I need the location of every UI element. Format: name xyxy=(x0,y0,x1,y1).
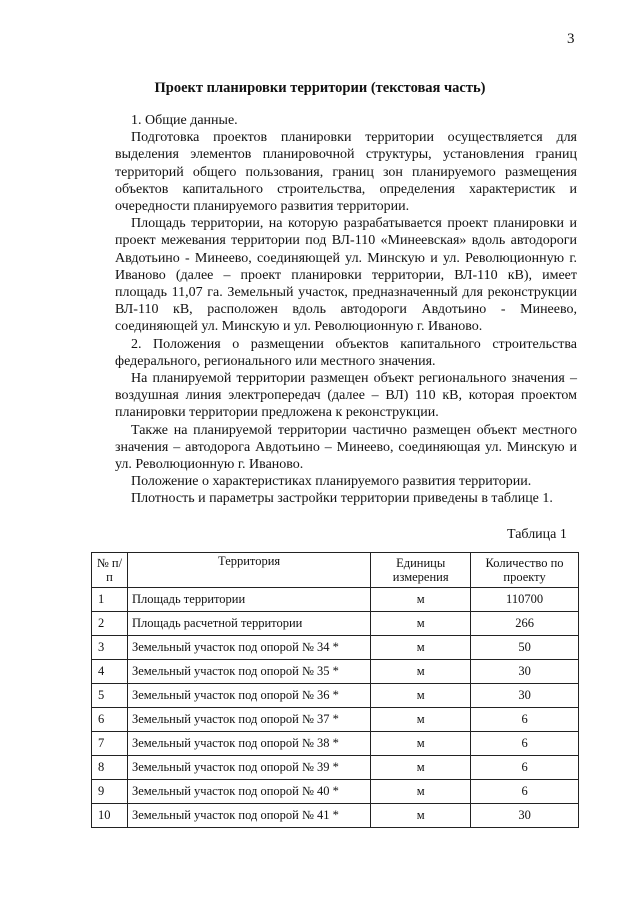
paragraph: Подготовка проектов планировки территории осуществляется для выделения элементов планировочной структуры, установления границ территорий общего пользования, границ зон планируемого размещения объектов капитального строительства, определения характеристик и очередности планируемого развития территории. xyxy=(115,130,577,215)
row-number: 6 xyxy=(92,708,128,732)
row-units: м xyxy=(371,588,471,612)
table-row xyxy=(92,708,579,732)
table-header-row xyxy=(92,553,579,588)
table-caption: Таблица 1 xyxy=(507,527,567,542)
row-units: м xyxy=(371,756,471,780)
row-quantity: 30 xyxy=(471,684,579,708)
header-number: № п/п xyxy=(92,553,128,588)
row-units: м xyxy=(371,708,471,732)
document-title: Проект планировки территории (текстовая часть) xyxy=(154,80,486,96)
row-quantity: 6 xyxy=(471,708,579,732)
table-row xyxy=(92,684,579,708)
body-text xyxy=(115,112,577,508)
row-territory: Земельный участок под опорой № 34 * xyxy=(127,636,370,660)
table-row xyxy=(92,732,579,756)
parameters-table xyxy=(91,552,579,828)
row-number: 1 xyxy=(92,588,128,612)
section-heading-characteristics: Положение о характеристиках планируемого развития территории. xyxy=(131,474,532,490)
section-heading-general: 1. Общие данные. xyxy=(131,113,238,128)
row-quantity: 30 xyxy=(471,804,579,828)
row-units: м xyxy=(371,780,471,804)
row-territory: Земельный участок под опорой № 38 * xyxy=(127,732,370,756)
row-territory: Площадь территории xyxy=(127,588,370,612)
table-body xyxy=(92,588,579,828)
row-territory: Земельный участок под опорой № 36 * xyxy=(127,684,370,708)
table-row xyxy=(92,756,579,780)
row-territory: Земельный участок под опорой № 41 * xyxy=(127,804,370,828)
paragraph: Площадь территории, на которую разрабатывается проект планировки и проект межевания территории под ВЛ-110 «Минеевская» вдоль автодороги Авдотьино - Минеево, соединяющей ул. Минскую и ул. Революционную г. Иваново (далее – проект планировки территории, ВЛ-110 кВ), имеет площадь 11,07 га. Земельный участок, предназначенный для реконструкции ВЛ-110 кВ, расположен вдоль автодороги Авдотьино - Минеево, соединяющей ул. Минскую и ул. Революционную г. Иваново. xyxy=(115,216,577,335)
row-units: м xyxy=(371,636,471,660)
section-heading-placement: 2. Положения о размещении объектов капитального строительства федерального, регионального или местного значения. xyxy=(115,336,577,369)
table-row xyxy=(92,780,579,804)
row-quantity: 30 xyxy=(471,660,579,684)
row-units: м xyxy=(371,732,471,756)
row-quantity: 110700 xyxy=(471,588,579,612)
row-number: 4 xyxy=(92,660,128,684)
row-number: 8 xyxy=(92,756,128,780)
paragraph: Также на планируемой территории частично размещен объект местного значения – автодорога Авдотьино – Минеево, соединяющая ул. Минскую и ул. Революционную г. Иваново. xyxy=(115,422,577,473)
row-territory: Земельный участок под опорой № 39 * xyxy=(127,756,370,780)
table-row xyxy=(92,612,579,636)
row-quantity: 266 xyxy=(471,612,579,636)
row-number: 2 xyxy=(92,612,128,636)
row-number: 3 xyxy=(92,636,128,660)
header-territory: Территория xyxy=(127,553,370,588)
row-quantity: 6 xyxy=(471,780,579,804)
row-number: 5 xyxy=(92,684,128,708)
row-units: м xyxy=(371,660,471,684)
table-row xyxy=(92,636,579,660)
header-quantity: Количество по проекту xyxy=(471,553,579,588)
paragraph: Плотность и параметры застройки территории приведены в таблице 1. xyxy=(131,491,553,507)
row-territory: Площадь расчетной территории xyxy=(127,612,370,636)
table-row xyxy=(92,588,579,612)
row-territory: Земельный участок под опорой № 37 * xyxy=(127,708,370,732)
paragraph: На планируемой территории размещен объект регионального значения – воздушная линия электропередач (далее – ВЛ) 110 кВ, которая проектом планировки территории предложена к реконструкции. xyxy=(115,371,577,421)
row-units: м xyxy=(371,684,471,708)
row-quantity: 6 xyxy=(471,732,579,756)
row-units: м xyxy=(371,612,471,636)
page-number: 3 xyxy=(567,31,575,47)
row-quantity: 6 xyxy=(471,756,579,780)
row-number: 7 xyxy=(92,732,128,756)
row-territory: Земельный участок под опорой № 40 * xyxy=(127,780,370,804)
row-territory: Земельный участок под опорой № 35 * xyxy=(127,660,370,684)
row-quantity: 50 xyxy=(471,636,579,660)
table-row xyxy=(92,804,579,828)
header-units: Единицы измерения xyxy=(371,553,471,588)
row-units: м xyxy=(371,804,471,828)
table-row xyxy=(92,660,579,684)
row-number: 10 xyxy=(92,804,128,828)
row-number: 9 xyxy=(92,780,128,804)
